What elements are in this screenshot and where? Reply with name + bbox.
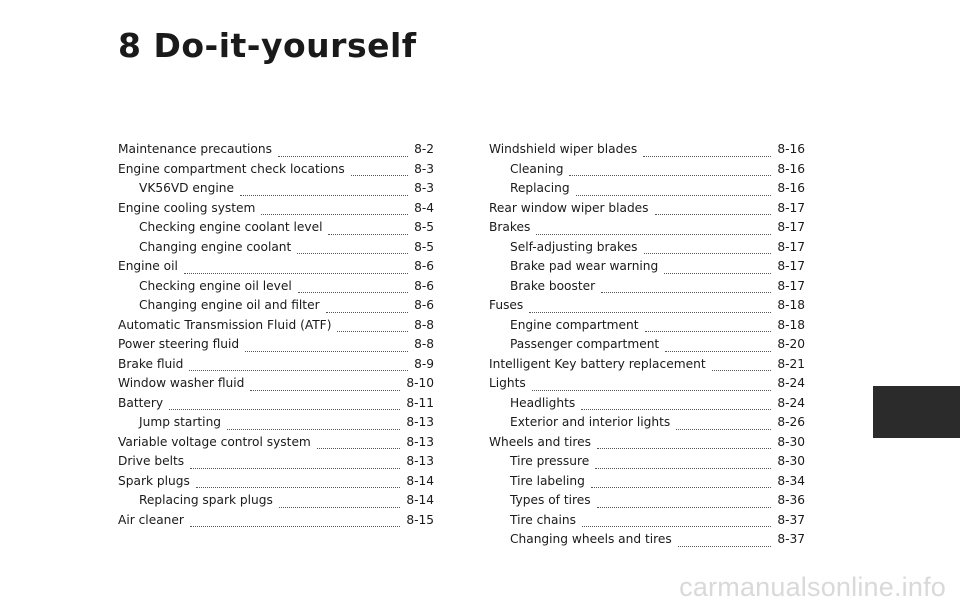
toc-leader-dots — [326, 312, 409, 313]
toc-leader-dots — [582, 526, 771, 527]
toc-leader-dots — [190, 526, 400, 527]
toc-entry-title: Checking engine oil level — [139, 278, 292, 293]
toc-entry-page: 8-18 — [777, 317, 805, 332]
toc-leader-dots — [337, 331, 408, 332]
toc-leader-dots — [597, 507, 772, 508]
toc-entry-title: Engine oil — [118, 259, 178, 273]
toc-entry-title: Engine cooling system — [118, 200, 256, 215]
toc-entry-page: 8-5 — [414, 239, 434, 254]
toc-leader-dots — [601, 292, 771, 293]
toc-entry — [118, 181, 434, 201]
toc-leader-dots — [597, 448, 771, 449]
toc-entry-page: 8-17 — [777, 259, 805, 273]
toc-entry-page: 8-4 — [414, 200, 434, 215]
toc-leader-dots — [645, 331, 772, 332]
toc-entry-page: 8-6 — [414, 298, 434, 312]
toc-entry-page: 8-9 — [414, 356, 434, 371]
toc-entry-page: 8-6 — [414, 259, 434, 273]
toc-entry-title: Passenger compartment — [510, 337, 660, 351]
toc-entry — [118, 298, 434, 318]
toc-entry-page: 8-16 — [777, 181, 805, 195]
toc-entry — [118, 357, 434, 377]
toc-leader-dots — [655, 214, 772, 215]
toc-entry-title: Cleaning — [510, 161, 564, 176]
toc-leader-dots — [298, 292, 408, 293]
toc-entry-page: 8-14 — [406, 493, 434, 507]
toc-entry-page: 8-6 — [414, 278, 434, 293]
toc-entry-title: Brake fluid — [118, 356, 184, 371]
toc-entry-title: Brake booster — [510, 278, 596, 293]
toc-entry — [489, 493, 805, 513]
toc-entry-page: 8-5 — [414, 220, 434, 234]
toc-leader-dots — [678, 546, 772, 547]
toc-leader-dots — [595, 468, 771, 469]
toc-entry-title: Replacing — [510, 181, 570, 195]
toc-entry-title: Tire labeling — [510, 473, 585, 488]
toc-entry-title: Tire chains — [510, 512, 576, 527]
toc-entry — [118, 259, 434, 279]
toc-entry-page: 8-20 — [777, 337, 805, 351]
toc-entry-title: Variable voltage control system — [118, 434, 311, 449]
toc-entry-page: 8-14 — [406, 473, 434, 488]
toc-leader-dots — [261, 214, 408, 215]
toc-entry-page: 8-24 — [777, 376, 805, 390]
toc-leader-dots — [317, 448, 401, 449]
toc-entry-title: Window washer fluid — [118, 376, 245, 390]
toc-leader-dots — [190, 468, 400, 469]
toc-entry-title: Power steering fluid — [118, 337, 240, 351]
toc-column-left — [118, 142, 434, 532]
toc-entry-page: 8-17 — [777, 220, 805, 234]
toc-entry-page: 8-30 — [777, 454, 805, 468]
toc-entry-page: 8-11 — [406, 395, 434, 410]
toc-leader-dots — [591, 487, 771, 488]
toc-entry-title: Brakes — [489, 220, 531, 234]
toc-entry-page: 8-37 — [777, 532, 805, 546]
toc-entry — [489, 259, 805, 279]
toc-entry-title: Drive belts — [118, 454, 185, 468]
toc-entry-title: Fuses — [489, 298, 524, 312]
toc-entry-page: 8-2 — [414, 142, 434, 156]
toc-entry-title: Air cleaner — [118, 512, 184, 527]
toc-entry — [489, 435, 805, 455]
toc-entry-page: 8-15 — [406, 512, 434, 527]
toc-entry-page: 8-16 — [777, 142, 805, 156]
toc-entry-title: Headlights — [510, 395, 576, 410]
toc-leader-dots — [529, 312, 771, 313]
toc-entry — [118, 162, 434, 182]
toc-entry — [118, 493, 434, 513]
toc-entry-title: Automatic Transmission Fluid (ATF) — [118, 317, 332, 332]
toc-entry-page: 8-8 — [414, 317, 434, 332]
watermark: carmanualsonline.info — [679, 572, 946, 602]
toc-entry — [489, 357, 805, 377]
toc-leader-dots — [676, 429, 771, 430]
toc-leader-dots — [712, 370, 772, 371]
toc-entry-title: Changing wheels and tires — [510, 532, 672, 546]
toc-entry-page: 8-3 — [414, 181, 434, 195]
toc-entry-title: Windshield wiper blades — [489, 142, 638, 156]
toc-entry-page: 8-13 — [406, 415, 434, 429]
toc-entry — [118, 513, 434, 533]
toc-entry-page: 8-8 — [414, 337, 434, 351]
toc-entry-page: 8-17 — [777, 239, 805, 254]
toc-entry-title: VK56VD engine — [139, 181, 235, 195]
toc-entry-page: 8-13 — [406, 434, 434, 449]
toc-entry-title: Self-adjusting brakes — [510, 239, 638, 254]
toc-entry-page: 8-18 — [777, 298, 805, 312]
chapter-tab — [873, 386, 960, 438]
toc-entry — [118, 454, 434, 474]
toc-entry — [118, 337, 434, 357]
chapter-title: 8 Do-it-yourself — [118, 26, 417, 65]
toc-entry — [489, 240, 805, 260]
toc-leader-dots — [250, 390, 400, 391]
toc-entry — [118, 220, 434, 240]
toc-entry — [118, 396, 434, 416]
toc-entry — [118, 318, 434, 338]
toc-leader-dots — [581, 409, 771, 410]
toc-entry-title: Engine compartment check locations — [118, 161, 345, 176]
toc-entry — [118, 142, 434, 162]
toc-leader-dots — [227, 429, 400, 430]
toc-entry-title: Checking engine coolant level — [139, 220, 323, 234]
toc-entry — [489, 376, 805, 396]
toc-entry-title: Spark plugs — [118, 473, 190, 488]
toc-entry-title: Changing engine oil and filter — [139, 298, 320, 312]
toc-entry-title: Exterior and interior lights — [510, 415, 671, 429]
toc-entry — [489, 337, 805, 357]
toc-entry — [489, 201, 805, 221]
toc-leader-dots — [169, 409, 400, 410]
toc-entry-page: 8-24 — [777, 395, 805, 410]
toc-leader-dots — [328, 234, 408, 235]
toc-entry-page: 8-36 — [777, 493, 805, 507]
toc-entry — [118, 279, 434, 299]
toc-entry — [489, 474, 805, 494]
toc-leader-dots — [184, 273, 408, 274]
toc-entry-page: 8-34 — [777, 473, 805, 488]
toc-entry — [118, 201, 434, 221]
toc-entry — [489, 279, 805, 299]
toc-entry-title: Jump starting — [139, 415, 222, 429]
toc-entry — [489, 513, 805, 533]
toc-entry-page: 8-26 — [777, 415, 805, 429]
toc-leader-dots — [245, 351, 408, 352]
toc-entry-page: 8-13 — [406, 454, 434, 468]
toc-entry — [489, 415, 805, 435]
toc-entry-page: 8-37 — [777, 512, 805, 527]
toc-leader-dots — [240, 195, 408, 196]
toc-entry-page: 8-17 — [777, 200, 805, 215]
toc-entry — [489, 532, 805, 552]
toc-leader-dots — [196, 487, 401, 488]
toc-entry-page: 8-30 — [777, 434, 805, 449]
toc-entry — [489, 181, 805, 201]
toc-leader-dots — [664, 273, 771, 274]
toc-entry-title: Wheels and tires — [489, 434, 591, 449]
toc-entry-title: Changing engine coolant — [139, 239, 292, 254]
toc-leader-dots — [569, 175, 771, 176]
toc-entry — [489, 396, 805, 416]
toc-entry — [118, 240, 434, 260]
toc-entry-title: Intelligent Key battery replacement — [489, 356, 706, 371]
toc-entry-page: 8-16 — [777, 161, 805, 176]
toc-leader-dots — [189, 370, 408, 371]
toc-entry — [489, 220, 805, 240]
toc-entry-title: Tire pressure — [510, 454, 590, 468]
toc-entry — [489, 162, 805, 182]
toc-entry — [118, 376, 434, 396]
toc-entry — [489, 454, 805, 474]
toc-leader-dots — [665, 351, 771, 352]
toc-entry-title: Maintenance precautions — [118, 142, 272, 156]
toc-entry-title: Engine compartment — [510, 317, 639, 332]
toc-entry — [489, 318, 805, 338]
toc-entry-title: Replacing spark plugs — [139, 493, 273, 507]
toc-entry-page: 8-21 — [777, 356, 805, 371]
toc-entry-title: Brake pad wear warning — [510, 259, 659, 273]
toc-entry — [118, 415, 434, 435]
toc-column-right — [489, 142, 805, 552]
toc-entry-page: 8-10 — [406, 376, 434, 390]
toc-leader-dots — [644, 253, 772, 254]
toc-leader-dots — [536, 234, 771, 235]
toc-entry-page: 8-3 — [414, 161, 434, 176]
toc-entry — [489, 298, 805, 318]
toc-entry — [118, 435, 434, 455]
toc-entry-title: Types of tires — [510, 493, 591, 507]
toc-leader-dots — [643, 156, 771, 157]
toc-leader-dots — [279, 507, 400, 508]
toc-entry-page: 8-17 — [777, 278, 805, 293]
toc-entry-title: Rear window wiper blades — [489, 200, 649, 215]
toc-entry — [489, 142, 805, 162]
toc-entry-title: Lights — [489, 376, 526, 390]
toc-entry — [118, 474, 434, 494]
toc-leader-dots — [576, 195, 772, 196]
toc-entry-title: Battery — [118, 395, 164, 410]
toc-leader-dots — [278, 156, 408, 157]
toc-leader-dots — [532, 390, 772, 391]
toc-leader-dots — [351, 175, 408, 176]
toc-leader-dots — [297, 253, 408, 254]
